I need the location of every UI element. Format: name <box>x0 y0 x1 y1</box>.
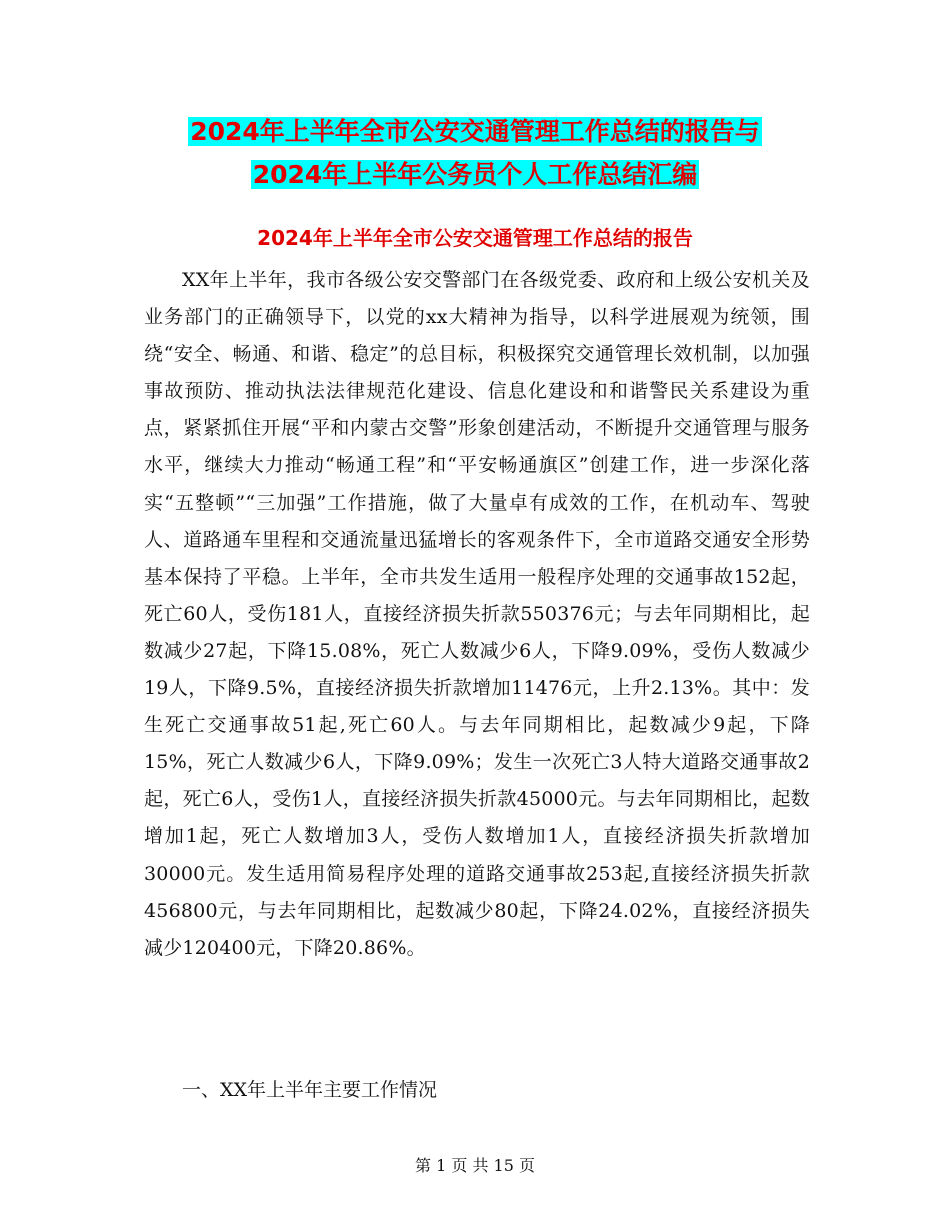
document-title-line-2 <box>0 155 950 195</box>
section-title: 2024年上半年全市公安交通管理工作总结的报告 <box>257 226 693 250</box>
page-footer: 第 1 页 共 15 页 <box>415 1156 535 1175</box>
title-highlight-1: 2024年上半年全市公安交通管理工作总结的报告与 <box>190 117 760 146</box>
subheading: 一、XX年上半年主要工作情况 <box>182 1079 438 1101</box>
title-highlight-2: 2024年上半年公务员个人工作总结汇编 <box>252 160 698 189</box>
document-title-line-1 <box>0 112 950 152</box>
body-paragraph: XX年上半年，我市各级公安交警部门在各级党委、政府和上级公安机关及业务部门的正确领导下，以党的xx大精神为指导，以科学进展观为统领，围绕“安全、畅通、和谐、稳定”的总目标，积极探究交通管理长效机制，以加强事故预防、推动执法法律规范化建设、信息化建设和和谐警民关系建设为重点，紧紧抓住开展“平和内蒙古交警”形象创建活动，不断提升交通管理与服务水平，继续大力推动“畅通工程”和“平安畅通旗区”创建工作，进一步深化落实“五整顿”“三加强”工作措施，做了大量卓有成效的工作，在机动车、驾驶人、道路通车里程和交通流量迅猛增长的客观条件下，全市道路交通安全形势基本保持了平稳。上半年，全市共发生适用一般程序处理的交通事故152起，死亡60人，受伤181人，直接经济损失折款550376元；与去年同期相比，起数减少27起，下降15.08%，死亡人数减少6人，下降9.09%，受伤人数减少19人，下降9.5%，直接经济损失折款增加11476元，上升2.13%。其中：发生死亡交通事故51起,死亡60人。与去年同期相比，起数减少9起，下降15%，死亡人数减少6人，下降9.09%；发生一次死亡3人特大道路交通事故2起，死亡6人，受伤1人，直接经济损失折款45000元。与去年同期相比，起数增加1起，死亡人数增加3人，受伤人数增加1人，直接经济损失折款增加30000元。发生适用简易程序处理的道路交通事故253起,直接经济损失折款456800元，与去年同期相比，起数减少80起，下降24.02%，直接经济损失减少120400元，下降20.86%。 <box>144 269 810 959</box>
